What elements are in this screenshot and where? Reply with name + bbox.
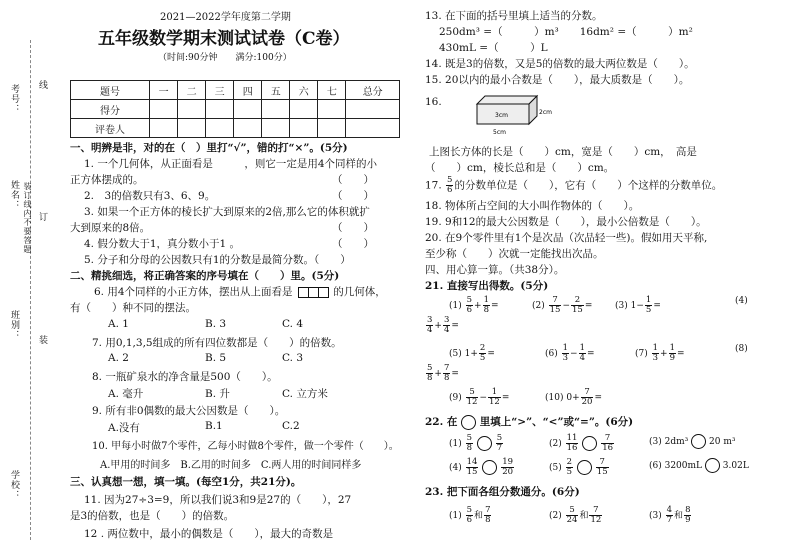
compare-item [549, 434, 615, 453]
compare-3-left: (3) 2dm³ [649, 437, 689, 447]
item-label: (2) [549, 511, 562, 521]
compare-circle-icon[interactable] [477, 436, 492, 451]
fraction: $\frac{7}{15}$ [596, 457, 608, 477]
score-header-cell: 三 [206, 81, 234, 100]
fraction: $\frac{5}{7}$ [496, 433, 503, 453]
score-header-cell: 二 [178, 81, 206, 100]
fraction: $\frac{7}{20}$ [581, 387, 593, 407]
fraction: $\frac{7}{16}$ [602, 433, 614, 453]
question-11-cont: 是3的倍数，也是（ ）的倍数。 [70, 510, 235, 522]
fraction: $\frac{3}{4}$ [427, 315, 433, 335]
answer-paren[interactable]: （ ） [332, 190, 374, 202]
question-2: 2. 3的倍数只有3、6、9。 [84, 190, 216, 202]
cuboid-width-label: 2cm [539, 109, 552, 116]
fraction: $\frac{2}{15}$ [572, 295, 583, 315]
grader-cell[interactable] [178, 119, 206, 138]
cuboid-figure [473, 90, 553, 136]
fraction: $\frac{1}{4}$ [579, 343, 586, 363]
item-label: (4) [449, 463, 462, 473]
score-row-label: 得分 [71, 100, 150, 119]
question-13-b: 430mL =（ ）L [439, 42, 548, 54]
grader-cell[interactable] [150, 119, 178, 138]
option[interactable]: C. 4 [282, 318, 304, 330]
grader-row [71, 119, 400, 138]
section-2-heading: 二、精挑细选，将正确答案的序号填在（ ）里。(5分) [70, 270, 340, 282]
calc-item: (2) $\frac{7}{15}$ − $\frac{2}{15}$ = [532, 295, 593, 315]
grader-cell[interactable] [290, 119, 318, 138]
answer-paren[interactable]: （ ） [332, 238, 374, 250]
name-label: 姓名： [9, 180, 19, 210]
option[interactable]: A. 1 [108, 318, 129, 330]
grader-cell[interactable] [318, 119, 346, 138]
fraction: $\frac{5}{6}$ [466, 295, 473, 315]
class-label: 班别： [9, 310, 19, 340]
option[interactable]: B.1 [205, 420, 223, 432]
score-header-cell: 四 [234, 81, 262, 100]
school-label: 学校： [9, 470, 19, 500]
calc-item: (6) $\frac{1}{3}$ − $\frac{1}{4}$ = [545, 343, 595, 363]
grader-cell[interactable] [346, 119, 400, 138]
fraction: $\frac{7}{15}$ [549, 295, 561, 315]
fraction: $\frac{5}{6}$ [447, 175, 453, 195]
fraction: $\frac{11}{16}$ [566, 433, 578, 453]
score-cell[interactable] [150, 100, 178, 119]
question-7: 7. 用0,1,3,5组成的所有四位数都是（ ）的倍数。 [92, 337, 342, 349]
item-label: (10) [545, 393, 564, 403]
bind-mark: 装 [37, 335, 47, 345]
item-label: (9) [449, 393, 462, 403]
compare-item [549, 458, 610, 477]
item-label: (4) [735, 296, 748, 306]
option[interactable]: C. 3 [282, 352, 304, 364]
score-header-cell: 五 [262, 81, 290, 100]
fraction: $\frac{5}{8}$ [466, 433, 473, 453]
score-header-row [71, 81, 400, 100]
option[interactable]: C. 立方米 [282, 388, 328, 400]
fraction: $\frac{1}{9}$ [669, 343, 676, 363]
section-4-heading: 四、用心算一算。（共38分）。 [425, 264, 565, 276]
question-20-cont: 至少称（ ）次就一定能找出次品。 [425, 248, 604, 260]
grader-cell[interactable] [206, 119, 234, 138]
score-header-cell: 一 [150, 81, 178, 100]
answer-paren[interactable]: （ ） [332, 222, 374, 234]
question-22 [425, 414, 633, 430]
question-6 [94, 284, 386, 299]
score-header-cell: 题号 [71, 81, 150, 100]
calc-item: $\frac{5}{8}$ + $\frac{7}{8}$ = [427, 363, 459, 383]
question-17-text: 的分数单位是（ ），它有（ ）个这样的分数单位。 [454, 179, 723, 192]
compare-6-left: (6) 3200mL [649, 461, 703, 471]
fraction: $\frac{7}{8}$ [443, 363, 450, 383]
compare-item [649, 434, 735, 449]
score-cell[interactable] [234, 100, 262, 119]
fraction: $\frac{1}{5}$ [645, 295, 652, 315]
question-11: 11. 因为27÷3=9，所以我们说3和9是27的（ ），27 [84, 494, 352, 506]
compare-circle-icon [461, 415, 476, 430]
answer-paren[interactable]: （ ） [332, 174, 374, 186]
calc-item: (3) 1− $\frac{1}{5}$ = [615, 295, 661, 315]
score-cell[interactable] [262, 100, 290, 119]
item-label: (2) [532, 301, 545, 311]
score-header-cell: 七 [318, 81, 346, 100]
question-13: 13. 在下面的括号里填上适当的分数。 [425, 10, 603, 22]
question-1: 1. 一个几何体，从正面看是 ，则它一定是用4个同样的小 [84, 158, 378, 170]
binding-dashed-line [30, 40, 31, 540]
fraction: $\frac{8}{9}$ [685, 505, 691, 525]
score-table [70, 80, 400, 138]
compare-circle-icon[interactable] [691, 434, 706, 449]
binding-strip [0, 0, 60, 560]
option[interactable]: B. 3 [205, 318, 227, 330]
cuboid-length-label: 5cm [493, 129, 506, 136]
compare-circle-icon[interactable] [577, 460, 592, 475]
item-label: (1) [449, 301, 462, 311]
calc-item: (1) $\frac{5}{6}$ + $\frac{1}{8}$ = [449, 295, 499, 315]
compare-circle-icon[interactable] [705, 458, 720, 473]
item-label: (5) [549, 463, 562, 473]
line-mark: 线 [37, 80, 47, 90]
question-17-number: 17. [425, 179, 442, 192]
item-label: (7) [635, 349, 648, 359]
calc-item: (9) $\frac{5}{12}$ − $\frac{1}{12}$ = [449, 387, 510, 407]
school-year: 2021—2022学年度第二学期 [160, 12, 291, 23]
question-6-text-2: 的几何体， [333, 286, 386, 298]
item-label: (5) [449, 349, 462, 359]
fraction: $\frac{5}{12}$ [466, 387, 478, 407]
seal-note: 装订线内不要答题 [23, 182, 32, 254]
fraction: $\frac{1}{3}$ [562, 343, 569, 363]
fraction: $\frac{19}{20}$ [502, 457, 514, 477]
option[interactable]: A. 毫升 [108, 388, 144, 400]
right-column [425, 0, 790, 560]
grader-cell[interactable] [234, 119, 262, 138]
compare-6-right: 3.02L [722, 461, 749, 471]
option[interactable]: B. 5 [205, 352, 227, 364]
score-cell[interactable] [346, 100, 400, 119]
question-18: 18. 物体所占空间的大小叫作物体的（ ）。 [425, 200, 640, 212]
item-label: (3) [649, 511, 662, 521]
fraction: $\frac{7}{8}$ [485, 505, 491, 525]
compare-3-right: 20 m³ [709, 437, 736, 447]
page-title: 五年级数学期末测试试卷（C卷） [98, 29, 350, 49]
fraction: $\frac{5}{6}$ [466, 505, 473, 525]
fraction: $\frac{5}{8}$ [427, 363, 433, 383]
calc-item: (5) 1+ $\frac{2}{5}$ = [449, 343, 495, 363]
compare-circle-icon[interactable] [482, 460, 497, 475]
question-15: 15. 20以内的最小合数是（ ），最大质数是（ ）。 [425, 74, 690, 86]
section-1-heading: 一、明辨是非，对的在（ ）里打“√”，错的打“×”。(5分) [70, 142, 348, 154]
fraction: $\frac{7}{12}$ [590, 505, 602, 525]
item-label: (1) [449, 439, 462, 449]
grader-row-label: 评卷人 [71, 119, 150, 138]
fix-mark: 订 [37, 212, 47, 222]
fraction: $\frac{1}{8}$ [483, 295, 490, 315]
question-21: 21. 直接写出得数。(5分) [425, 280, 549, 292]
option[interactable]: A. 2 [108, 352, 129, 364]
item-label: (6) [545, 349, 558, 359]
question-1-cont: 正方体摆成的。 [70, 174, 144, 186]
grader-cell[interactable] [262, 119, 290, 138]
question-14: 14. 既是3的倍数，又是5的倍数的最大两位数是（ ）。 [425, 58, 695, 70]
top-view-icon [298, 286, 328, 298]
item-label: (8) [735, 344, 748, 354]
fraction: $\frac{1}{12}$ [489, 387, 500, 407]
calc-item: (7) $\frac{1}{3}$ + $\frac{1}{9}$ = [635, 343, 685, 363]
compare-item [449, 458, 515, 477]
question-16: 16. [425, 96, 442, 108]
fraction: $\frac{5}{24}$ [566, 505, 578, 525]
exam-no-label: 考号： [9, 84, 19, 114]
lcd-item: (1) $\frac{5}{6}$ 和 $\frac{7}{8}$ [449, 505, 491, 525]
fraction: $\frac{4}{7}$ [666, 505, 673, 525]
question-8: 8. 一瓶矿泉水的净含量是500（ ）。 [92, 371, 278, 383]
fraction: $\frac{1}{3}$ [652, 343, 659, 363]
question-9: 9. 所有非0偶数的最大公因数是（ ）。 [92, 405, 286, 417]
lcd-item: (2) $\frac{5}{24}$ 和 $\frac{7}{12}$ [549, 505, 602, 525]
fraction: $\frac{14}{15}$ [466, 457, 478, 477]
question-23: 23. 把下面各组分数通分。(6分) [425, 486, 580, 498]
question-20: 20. 在9个零件里有1个是次品（次品轻一些)。假如用天平称, [425, 232, 708, 244]
fraction: $\frac{3}{4}$ [443, 315, 450, 335]
question-19: 19. 9和12的最大公因数是（ ），最小公倍数是（ ）。 [425, 216, 707, 228]
score-header-cell: 六 [290, 81, 318, 100]
question-12: 12 . 两位数中，最小的偶数是（ ），最大的奇数是 [84, 528, 334, 540]
fraction: $\frac{2}{5}$ [566, 457, 573, 477]
cuboid-height-label: 3cm [495, 112, 508, 119]
score-row [71, 100, 400, 119]
question-10: 10. 甲每小时做7个零件，乙每小时做8个零件，做一个零件（ ）。 [92, 441, 399, 452]
option[interactable]: B. 升 [205, 388, 230, 400]
fraction: $\frac{2}{5}$ [479, 343, 486, 363]
question-10-options[interactable]: A.甲用的时间多 B.乙用的时间多 C.两人用的时间同样多 [100, 460, 362, 471]
item-label: (1) [449, 511, 462, 521]
item-label: (3) [615, 301, 628, 311]
left-column [70, 0, 405, 560]
option[interactable]: C.2 [282, 420, 300, 432]
exam-meta: （时间:90分钟 满分:100分） [158, 53, 292, 63]
compare-item [649, 458, 749, 473]
question-16-c: （ ）cm，棱长总和是（ ）cm。 [425, 162, 615, 174]
question-3-cont: 大到原来的8倍。 [70, 222, 151, 234]
option[interactable]: A.没有 [108, 422, 140, 434]
score-cell[interactable] [290, 100, 318, 119]
lcd-item: (3) $\frac{4}{7}$ 和 $\frac{8}{9}$ [649, 505, 691, 525]
score-cell[interactable] [206, 100, 234, 119]
score-cell[interactable] [178, 100, 206, 119]
compare-item [449, 434, 504, 453]
score-header-cell: 总分 [346, 81, 400, 100]
question-6-cont: 有（ ）种不同的摆法。 [70, 302, 196, 314]
question-5: 5. 分子和分母的公因数只有1的分数是最简分数。（ ） [84, 254, 351, 266]
score-cell[interactable] [318, 100, 346, 119]
question-3: 3. 如果一个正方体的棱长扩大到原来的2倍,那么它的体积就扩 [84, 206, 370, 218]
question-4: 4. 假分数大于1，真分数小于1 。 [84, 238, 241, 250]
calc-item: $\frac{3}{4}$ + $\frac{3}{4}$ = [427, 315, 459, 335]
compare-circle-icon[interactable] [582, 436, 597, 451]
question-22-number: 22. 在 [425, 416, 458, 428]
question-6-text: 6. 用4个同样的小正方体，摆出从上面看是 [94, 286, 293, 298]
question-16-b: 上图长方体的长是（ ）cm，宽是（ ）cm， 高是 [429, 146, 697, 158]
question-22-text: 里填上“>”、“<”或“=”。(6分) [479, 416, 634, 428]
question-13-a: 250dm³ =（ ）m³ 16dm² =（ ）m² [439, 26, 693, 38]
item-label: (2) [549, 439, 562, 449]
section-3-heading: 三、认真想一想，填一填。(每空1分，共21分)。 [70, 476, 302, 488]
question-17 [425, 176, 722, 195]
calc-item: (10) 0+ $\frac{7}{20}$ = [545, 387, 602, 407]
